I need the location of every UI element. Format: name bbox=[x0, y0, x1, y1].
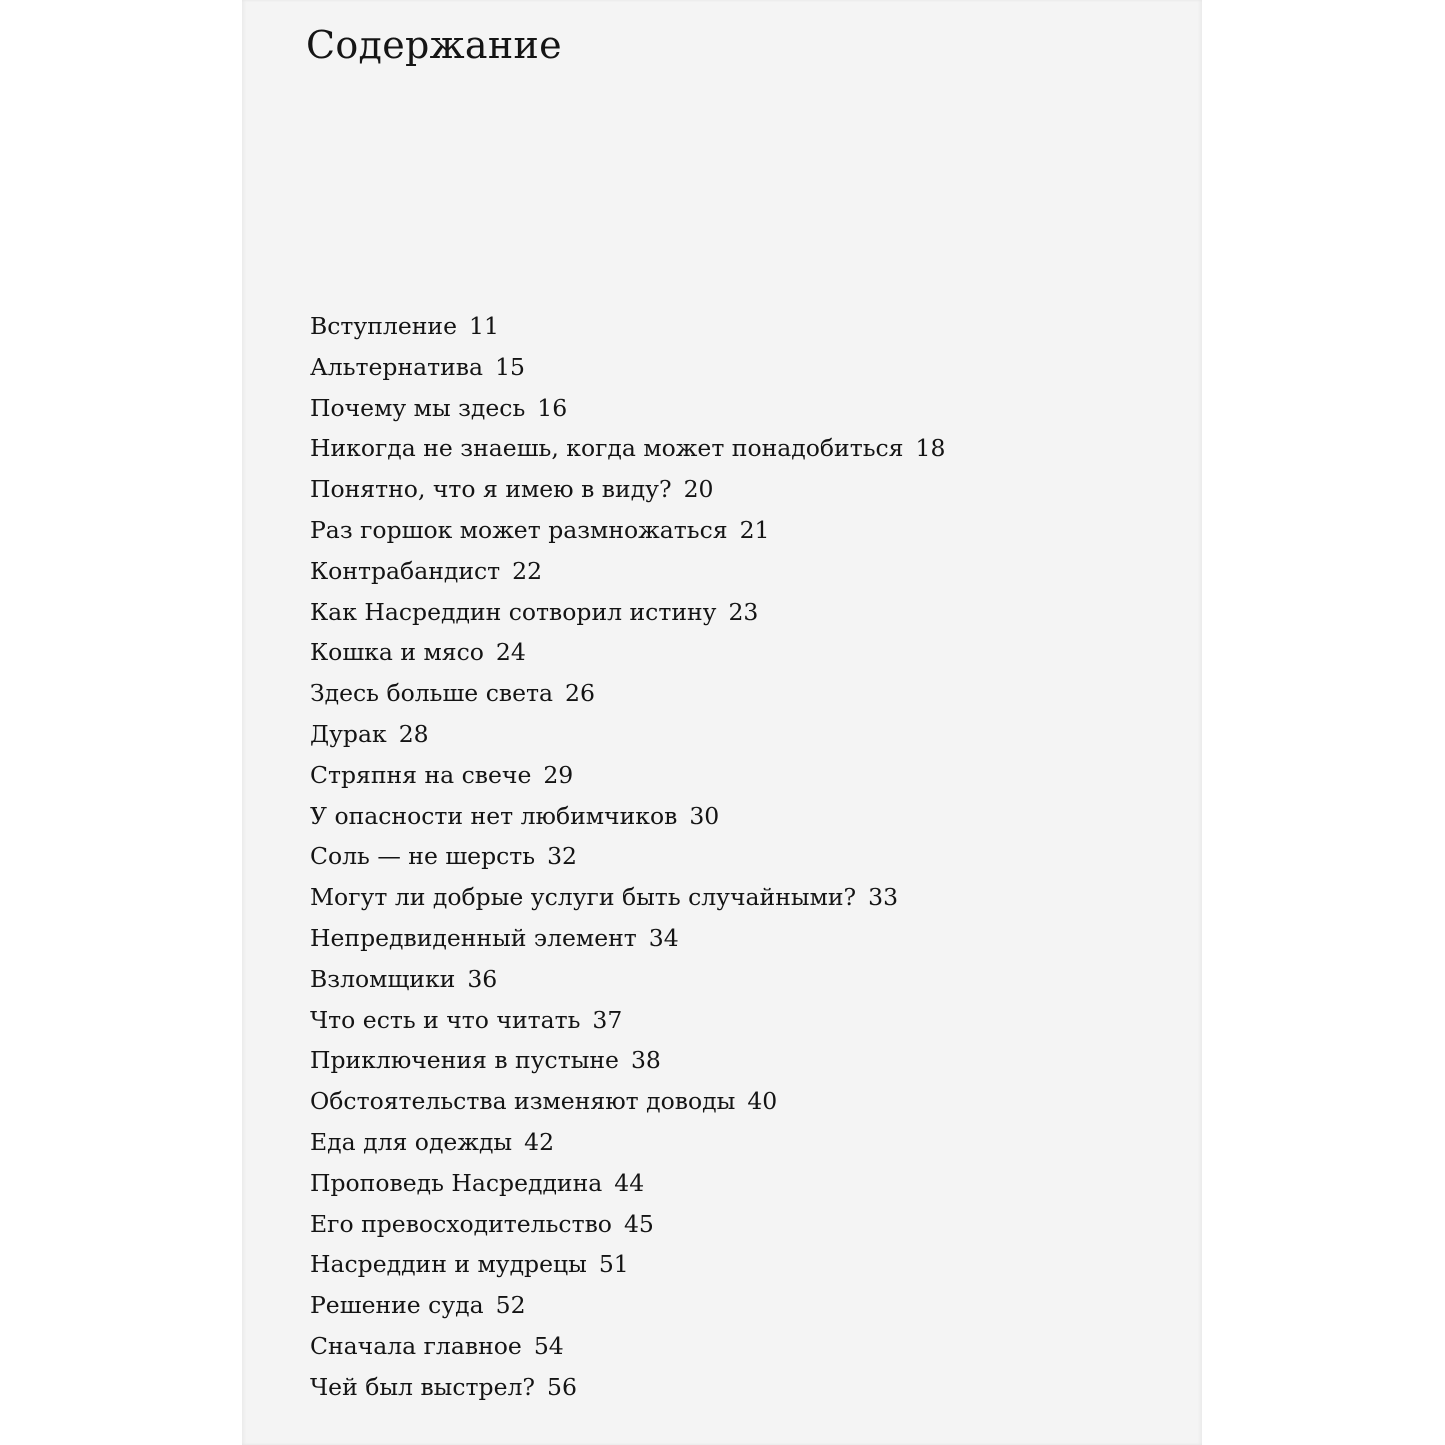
toc-entry bbox=[310, 592, 945, 633]
toc-entry-page-number: 51 bbox=[598, 1250, 629, 1279]
toc-entry bbox=[310, 836, 945, 877]
toc-entry-title: Раз горшок может размножаться bbox=[310, 515, 728, 544]
toc-entry bbox=[310, 918, 945, 959]
toc-entry-title: Здесь больше света bbox=[310, 679, 553, 708]
toc-entry-title: Вступление bbox=[310, 312, 457, 340]
toc-entry bbox=[310, 877, 945, 918]
toc-entry-page-number: 21 bbox=[739, 515, 770, 544]
toc-entry-title: Могут ли добрые услуги быть случайными? bbox=[310, 883, 857, 912]
toc-entry-page-number: 40 bbox=[747, 1087, 778, 1116]
toc-entry bbox=[310, 428, 945, 469]
toc-entry-title: Чей был выстрел? bbox=[310, 1372, 536, 1401]
toc-entry bbox=[310, 714, 945, 755]
toc-entry-title: Стряпня на свече bbox=[310, 760, 532, 789]
toc-entry-title: Почему мы здесь bbox=[310, 393, 526, 422]
toc-entry-page-number: 11 bbox=[469, 312, 499, 340]
toc-entry bbox=[310, 755, 945, 796]
toc-entry bbox=[310, 796, 945, 837]
toc-entry bbox=[310, 306, 945, 347]
toc-entry-title: У опасности нет любимчиков bbox=[310, 801, 678, 830]
toc-entry-page-number: 18 bbox=[915, 434, 946, 463]
toc-entry-page-number: 45 bbox=[623, 1209, 654, 1238]
toc-entry-page-number: 29 bbox=[543, 760, 574, 789]
toc-entry bbox=[310, 1244, 945, 1285]
toc-entry-title: Соль — не шерсть bbox=[310, 842, 536, 871]
toc-entry-page-number: 42 bbox=[524, 1127, 555, 1156]
toc-entry bbox=[310, 469, 945, 510]
toc-entry bbox=[310, 1204, 945, 1245]
toc-entry-title: Как Насреддин сотворил истину bbox=[310, 597, 717, 626]
toc-entry-title: Сначала главное bbox=[310, 1331, 522, 1360]
toc-entry-page-number: 30 bbox=[689, 801, 720, 830]
toc-entry-page-number: 36 bbox=[467, 964, 498, 993]
toc-entry-page-number: 32 bbox=[547, 842, 577, 871]
toc-entry bbox=[310, 959, 945, 1000]
toc-entry-page-number: 23 bbox=[728, 597, 759, 626]
toc-entry-title: Непредвиденный элемент bbox=[310, 923, 637, 952]
toc-entry bbox=[310, 673, 945, 714]
toc-entry bbox=[310, 510, 945, 551]
toc-entry-title: Контрабандист bbox=[310, 556, 501, 585]
toc-entry bbox=[310, 1326, 945, 1367]
toc-entry bbox=[310, 1122, 945, 1163]
toc-entry-page-number: 52 bbox=[495, 1291, 526, 1320]
toc-entry bbox=[310, 388, 945, 429]
toc-entry-title: Проповедь Насреддина bbox=[310, 1168, 603, 1197]
toc-entry bbox=[310, 1040, 945, 1081]
toc-entry-page-number: 24 bbox=[495, 638, 526, 667]
toc-entry-title: Решение суда bbox=[310, 1291, 484, 1320]
toc-entry-page-number: 56 bbox=[547, 1372, 577, 1401]
toc-entry-page-number: 26 bbox=[565, 679, 595, 708]
toc-entry-page-number: 33 bbox=[868, 883, 899, 912]
toc-entry-page-number: 28 bbox=[398, 719, 429, 748]
toc-entry-title: Никогда не знаешь, когда может понадобиться bbox=[310, 434, 904, 463]
toc-entry bbox=[310, 347, 945, 388]
toc-entry-title: Альтернатива bbox=[310, 352, 484, 381]
toc-entry bbox=[310, 1285, 945, 1326]
toc-entry-page-number: 54 bbox=[533, 1331, 564, 1360]
toc-entry-page-number: 34 bbox=[648, 923, 679, 952]
toc-entry-title: Дурак bbox=[310, 719, 387, 748]
toc-entry bbox=[310, 1163, 945, 1204]
table-of-contents bbox=[310, 306, 945, 1408]
toc-entry-title: Что есть и что читать bbox=[310, 1005, 581, 1034]
toc-entry bbox=[310, 1081, 945, 1122]
toc-entry-title: Насреддин и мудрецы bbox=[310, 1250, 587, 1279]
toc-entry-page-number: 20 bbox=[683, 475, 714, 504]
toc-entry-page-number: 22 bbox=[512, 556, 543, 585]
toc-entry-title: Его превосходительство bbox=[310, 1209, 612, 1238]
toc-entry-title: Кошка и мясо bbox=[310, 638, 484, 667]
toc-entry-title: Взломщики bbox=[310, 964, 456, 993]
toc-entry-title: Приключения в пустыне bbox=[310, 1046, 619, 1075]
toc-entry bbox=[310, 1367, 945, 1408]
page-title: Содержание bbox=[306, 23, 562, 67]
toc-entry-page-number: 44 bbox=[614, 1168, 645, 1197]
toc-entry-title: Понятно, что я имею в виду? bbox=[310, 475, 672, 504]
toc-entry bbox=[310, 632, 945, 673]
toc-entry bbox=[310, 551, 945, 592]
toc-entry-title: Еда для одежды bbox=[310, 1127, 513, 1156]
toc-entry-page-number: 16 bbox=[537, 393, 568, 422]
toc-entry-page-number: 15 bbox=[495, 352, 525, 381]
toc-entry bbox=[310, 1000, 945, 1041]
toc-entry-page-number: 38 bbox=[630, 1046, 661, 1075]
toc-entry-title: Обстоятельства изменяют доводы bbox=[310, 1087, 736, 1116]
toc-entry-page-number: 37 bbox=[592, 1005, 623, 1034]
